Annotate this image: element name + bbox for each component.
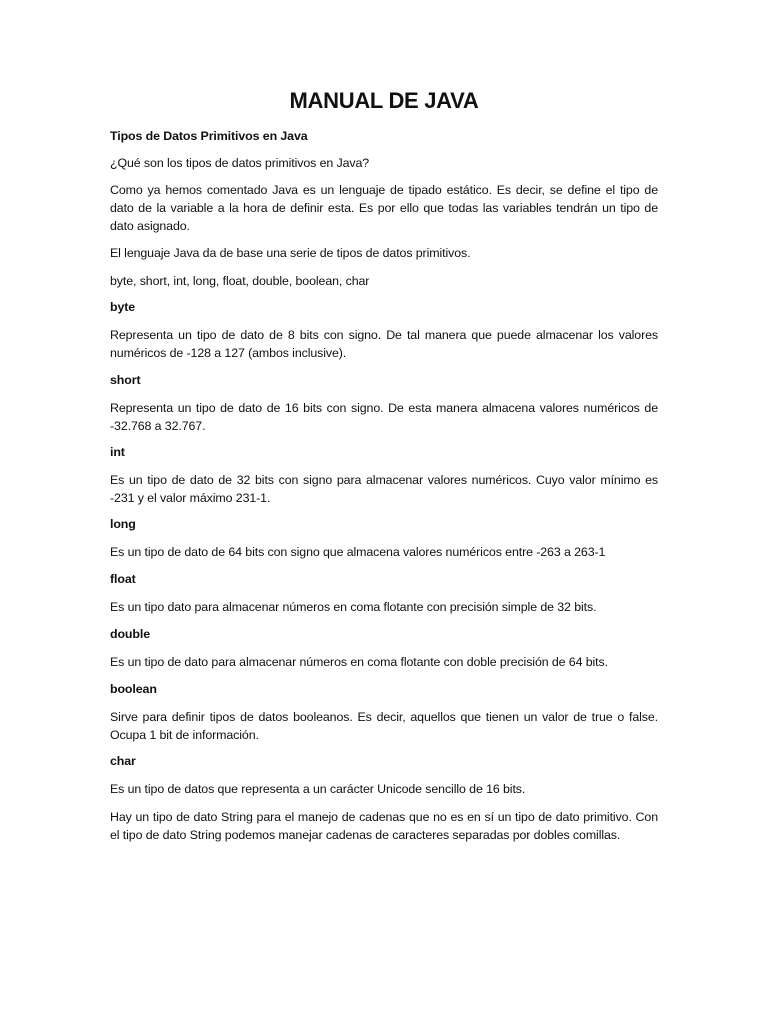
type-heading-int: int: [110, 445, 125, 459]
type-heading-byte: byte: [110, 300, 136, 314]
type-heading-boolean: boolean: [110, 682, 157, 696]
type-heading-short: short: [110, 373, 141, 387]
type-desc-float: Es un tipo dato para almacenar números en coma flotante con precisión simple de 32 bits.: [110, 600, 597, 614]
document-title: MANUAL DE JAVA: [289, 88, 479, 113]
type-desc-byte: Representa un tipo de dato de 8 bits con signo. De tal manera que puede almacenar los valores numéricos de -128 a 127 (ambos inclusive).: [110, 328, 658, 360]
type-desc-short: Representa un tipo de dato de 16 bits con signo. De esta manera almacena valores numéricos de -32.768 a 32.767.: [110, 401, 658, 433]
type-heading-char: char: [110, 754, 136, 768]
type-heading-float: float: [110, 572, 136, 586]
type-desc-double: Es un tipo de dato para almacenar números en coma flotante con doble precisión de 64 bits.: [110, 655, 608, 669]
type-desc-long: Es un tipo de dato de 64 bits con signo que almacena valores numéricos entre -263 a 263-1: [110, 545, 606, 559]
types-list: byte, short, int, long, float, double, boolean, char: [110, 274, 370, 288]
type-desc-char: Es un tipo de datos que representa a un carácter Unicode sencillo de 16 bits.: [110, 782, 526, 796]
closing-paragraph: Hay un tipo de dato String para el manejo de cadenas que no es en sí un tipo de dato primitivo. Con el tipo de dato String podemos manejar cadenas de caracteres separadas por dobles comillas.: [110, 810, 658, 842]
type-heading-double: double: [110, 627, 151, 641]
intro-paragraph: Como ya hemos comentado Java es un lenguaje de tipado estático. Es decir, se define el tipo de dato de la variable a la hora de definir esta. Es por ello que todas las variables tendrán un tipo de dato asignado.: [110, 183, 658, 233]
type-desc-int: Es un tipo de dato de 32 bits con signo para almacenar valores numéricos. Cuyo valor mínimo es -231 y el valor máximo 231-1.: [110, 473, 658, 505]
section-heading: Tipos de Datos Primitivos en Java: [110, 129, 308, 143]
question-paragraph: ¿Qué son los tipos de datos primitivos en Java?: [110, 156, 370, 170]
type-heading-long: long: [110, 517, 136, 531]
type-desc-boolean: Sirve para definir tipos de datos booleanos. Es decir, aquellos que tienen un valor de true o false. Ocupa 1 bit de información.: [110, 710, 658, 742]
base-paragraph: El lenguaje Java da de base una serie de tipos de datos primitivos.: [110, 246, 471, 260]
